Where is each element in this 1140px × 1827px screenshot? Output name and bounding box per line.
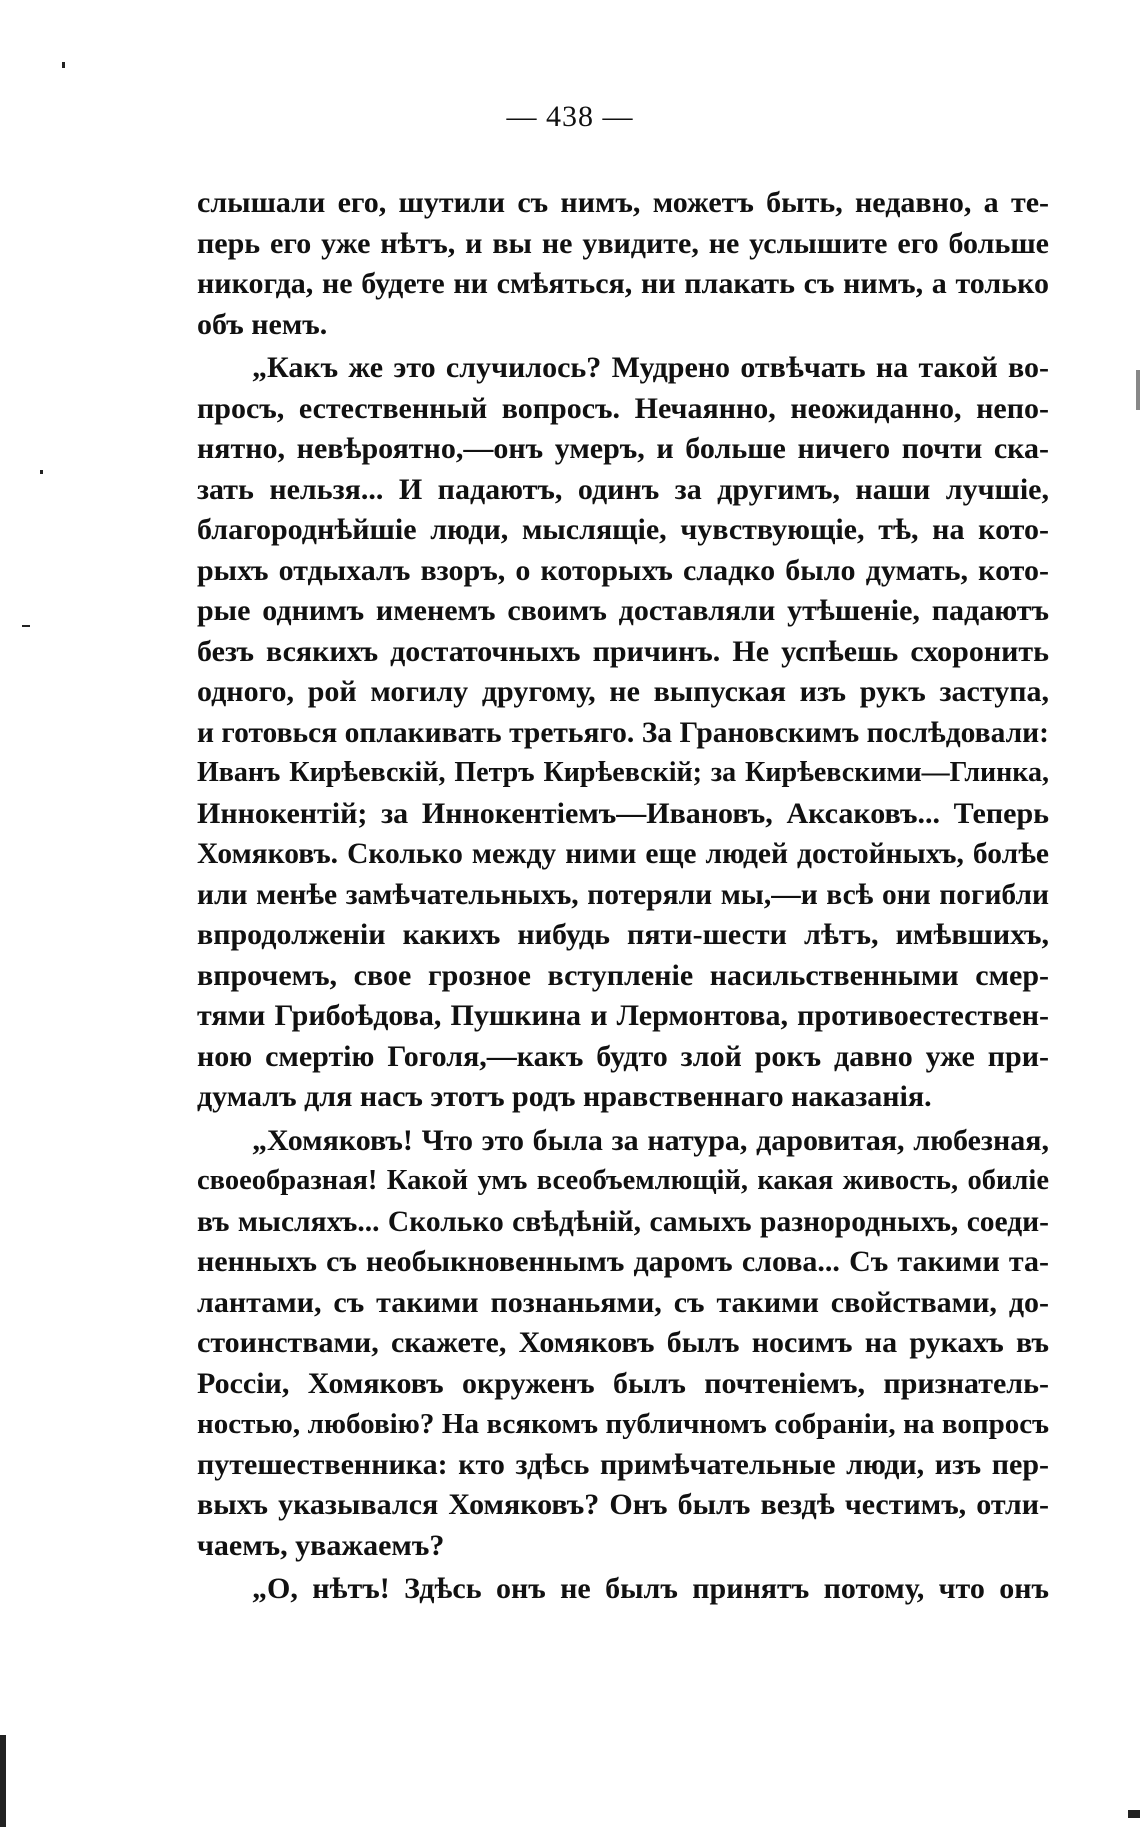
text-line: никогда, не будете ни смѣяться, ни плакать съ нимъ, а только [197, 267, 1049, 300]
page-number: — 438 — [506, 100, 634, 133]
paragraph-1 [197, 183, 1049, 345]
text-line: слышали его, шутили съ нимъ, можетъ быть, недавно, а те- [197, 186, 1049, 219]
text-line: Хомяковъ. Сколько между ними еще людей достойныхъ, болѣе [197, 838, 1049, 870]
text-line: стоинствами, скажете, Хомяковъ былъ носимъ на рукахъ въ [197, 1326, 1049, 1359]
scan-edge-mark [1136, 370, 1140, 410]
text-line: ненныхъ съ необыкновеннымъ даромъ слова... Съ такими та- [197, 1245, 1049, 1278]
text-line: ностью, любовію? На всякомъ публичномъ собраніи, на вопросъ [197, 1408, 1049, 1440]
text-line: и готовься оплакивать третьяго. За Грановскимъ послѣдовали: [197, 716, 1049, 749]
text-line: нятно, невѣроятно,—онъ умеръ, и больше ничего почти ска- [197, 432, 1049, 465]
text-line: рые однимъ именемъ своимъ доставляли утѣшеніе, падаютъ [197, 594, 1049, 627]
text-line: путешественника: кто здѣсь примѣчательные люди, изъ пер- [197, 1447, 1049, 1481]
text-line: впродолженіи какихъ нибудь пяти-шести лѣтъ, имѣвшихъ, [197, 918, 1049, 951]
text-line: „Хомяковъ! Что это была за натура, даровитая, любезная, [252, 1123, 1049, 1157]
text-line: зать нельзя... И падаютъ, одинъ за другимъ, наши лучшіе, [197, 472, 1049, 506]
scan-edge-mark [1128, 1810, 1140, 1818]
text-line: Россіи, Хомяковъ окруженъ былъ почтеніемъ, признатель- [197, 1366, 1049, 1400]
text-line: лантами, съ такими познаньями, съ такими свойствами, до- [197, 1285, 1049, 1319]
text-line: чаемъ, уважаемъ? [197, 1528, 445, 1562]
text-line: „О, нѣтъ! Здѣсь онъ не былъ принятъ потому, что онъ [252, 1572, 1049, 1605]
text-line: Иннокентій; за Иннокентіемъ—Ивановъ, Аксаковъ... Теперь [197, 796, 1049, 830]
text-line: своеобразная! Какой умъ всеобъемлющій, какая живость, обиліе [197, 1165, 1049, 1196]
paragraph-2 [197, 348, 1049, 1118]
text-line: ною смертію Гоголя,—какъ будто злой рокъ давно уже при- [197, 1039, 1049, 1073]
text-line: или менѣе замѣчательныхъ, потеряли мы,—и всѣ они погибли [197, 878, 1049, 911]
scan-edge-mark [0, 1735, 6, 1827]
text-line: безъ всякихъ достаточныхъ причинъ. Не успѣешь схоронить [197, 634, 1049, 668]
text-line: Иванъ Кирѣевскій, Петръ Кирѣевскій; за Кирѣевскими—Глинка, [197, 757, 1049, 788]
text-line: перь его уже нѣтъ, и вы не увидите, не услышите его больше [197, 226, 1049, 260]
text-line: объ немъ. [197, 307, 328, 341]
scan-speck [62, 62, 65, 68]
text-line: думалъ для насъ этотъ родъ нравственнаго наказанія. [197, 1080, 932, 1113]
text-line: благороднѣйшіе люди, мыслящіе, чувствующіе, тѣ, на кото- [197, 513, 1049, 546]
paragraph-3 [197, 1121, 1049, 1567]
body-text [197, 183, 1049, 1610]
scan-speck [22, 625, 30, 627]
text-line: рыхъ отдыхалъ взоръ, о которыхъ сладко было думать, кото- [197, 553, 1049, 587]
text-line: въ мысляхъ... Сколько свѣдѣній, самыхъ разнородныхъ, соеди- [197, 1205, 1049, 1238]
text-line: просъ, естественный вопросъ. Нечаянно, неожиданно, непо- [197, 391, 1049, 425]
text-line: тями Грибоѣдова, Пушкина и Лермонтова, противоестествен- [197, 999, 1049, 1032]
paragraph-4 [197, 1569, 1049, 1610]
text-line: одного, рой могилу другому, не выпуская изъ рукъ заступа, [197, 675, 1049, 708]
text-line: впрочемъ, свое грозное вступленіе насильственными смер- [197, 958, 1049, 992]
text-line: „Какъ же это случилось? Мудрено отвѣчать на такой во- [252, 351, 1049, 384]
scan-speck [40, 470, 43, 474]
text-line: выхъ указывался Хомяковъ? Онъ былъ вездѣ честимъ, отли- [197, 1488, 1049, 1521]
